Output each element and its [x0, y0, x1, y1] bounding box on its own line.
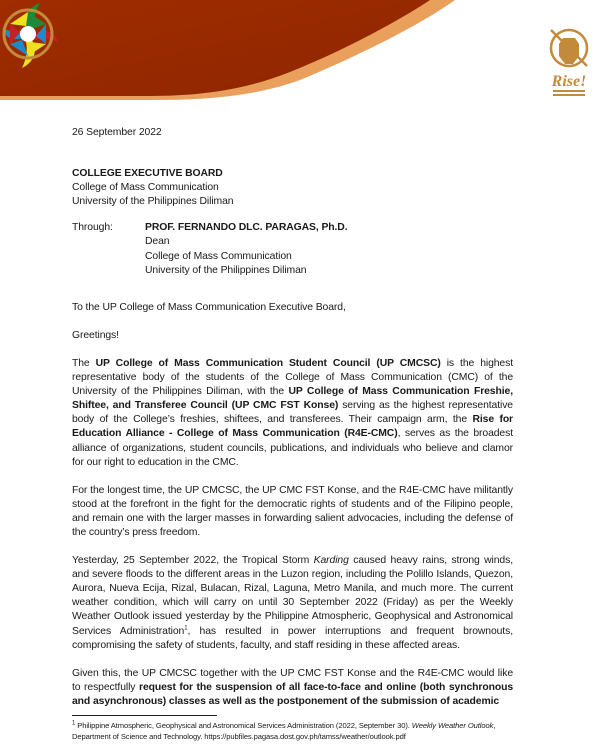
through-label: Through: — [72, 222, 113, 234]
aperture-icon — [0, 0, 56, 66]
footnote — [72, 720, 512, 742]
letter-body — [72, 126, 513, 709]
bold-run: request for the suspension of all face-to-face and online (both synchronous and asynchronous) classes as well as the postponement of the submission of academic — [72, 681, 513, 707]
through-name: PROF. FERNANDO DLC. PARAGAS, Ph.D. — [145, 222, 348, 234]
text-run: The — [72, 357, 96, 369]
addressee-block — [72, 167, 513, 209]
addressee-title: COLLEGE EXECUTIVE BOARD — [72, 168, 223, 180]
rise-logo — [545, 26, 593, 102]
text-run: , has resulted in power interruptions and frequent brownouts, compromising the safety of students, faculty, and staff residing in these affected areas. — [72, 625, 513, 651]
through-line: College of Mass Communication — [145, 250, 292, 262]
paragraph-request — [72, 667, 513, 709]
through-recipient — [145, 221, 513, 277]
footnote-reference[interactable]: 1 — [184, 625, 188, 632]
text-run: , serves as the broadest alliance of organizations, student councils, publications, and individuals who believe and clamor for our right to education in the CMC. — [72, 428, 513, 468]
paragraph-storm — [72, 554, 513, 653]
text-run: is the highest representative body of the students of the College of Mass Communication (CMC) of the University of the Philippines Diliman, with the — [72, 357, 513, 398]
footnote-separator — [72, 715, 217, 716]
text-run: serving as the highest representative body of the College’s freshies, shiftees, and transferees. Their campaign arm, the — [72, 400, 513, 426]
footnote-mark: 1 — [72, 720, 76, 727]
paragraph-advocacy: For the longest time, the UP CMCSC, the UP CMC FST Konse, and the R4E-CMC have militantly stood at the forefront in the fight for the democratic rights of students and of the Filipino people, and remain one with the larger masses in forwarding salient advocacies, including the defense of the country’s press freedom. — [72, 484, 513, 538]
text-run: Given this, the UP CMCSC together with the UP CMC FST Konse and the R4E-CMC would like to respectfully — [72, 667, 513, 693]
text-run: caused heavy rains, strong winds, and severe floods to the different areas in the Luzon region, including the Polillo Islands, Quezon, Aurora, Nueva Ecija, Rizal, Bulacan, Rizal, Laguna, Metro Manila, and much more. The current weather condition, which will carry on until 30 September 2022 (Friday) as per the Weekly Weather Outlook issued yesterday by the Philippine Atmospheric, Geophysical and Astronomical Services Administration — [72, 555, 513, 637]
through-line: University of the Philippines Diliman — [145, 264, 307, 276]
greeting: Greetings! — [72, 329, 119, 341]
letterhead — [0, 0, 600, 110]
bold-run: UP College of Mass Communication Student Council (UP CMCSC) — [95, 357, 441, 369]
italic-run: Weekly Weather Outlook — [411, 721, 494, 730]
through-block — [72, 221, 513, 277]
paragraph-introduction — [72, 357, 513, 470]
letterhead-wave — [0, 0, 600, 110]
rise-logo-text: Rise! — [551, 73, 587, 90]
salutation: To the UP College of Mass Communication Executive Board, — [72, 301, 346, 313]
addressee-line: University of the Philippines Diliman — [72, 196, 234, 208]
text-run: Yesterday, 25 September 2022, the Tropical Storm — [72, 555, 314, 567]
text-run: Philippine Atmospheric, Geophysical and Astronomical Services Administration (2022, September 30). — [75, 721, 412, 730]
letter-date: 26 September 2022 — [72, 127, 162, 138]
addressee-line: College of Mass Communication — [72, 182, 219, 194]
text-run: , Department of Science and Technology. https://pubfiles.pagasa.dost.gov.ph/tamss/weather/outlook.pdf — [72, 721, 496, 741]
bold-run: UP College of Mass Communication Freshie, Shiftee, and Transferee Council (UP CMC FST Konse) — [72, 386, 513, 412]
bold-run: Rise for Education Alliance - College of Mass Communication (R4E-CMC) — [72, 414, 514, 440]
through-position: Dean — [145, 236, 170, 248]
italic-run: Karding — [313, 555, 349, 567]
raised-fist-icon — [545, 26, 593, 102]
